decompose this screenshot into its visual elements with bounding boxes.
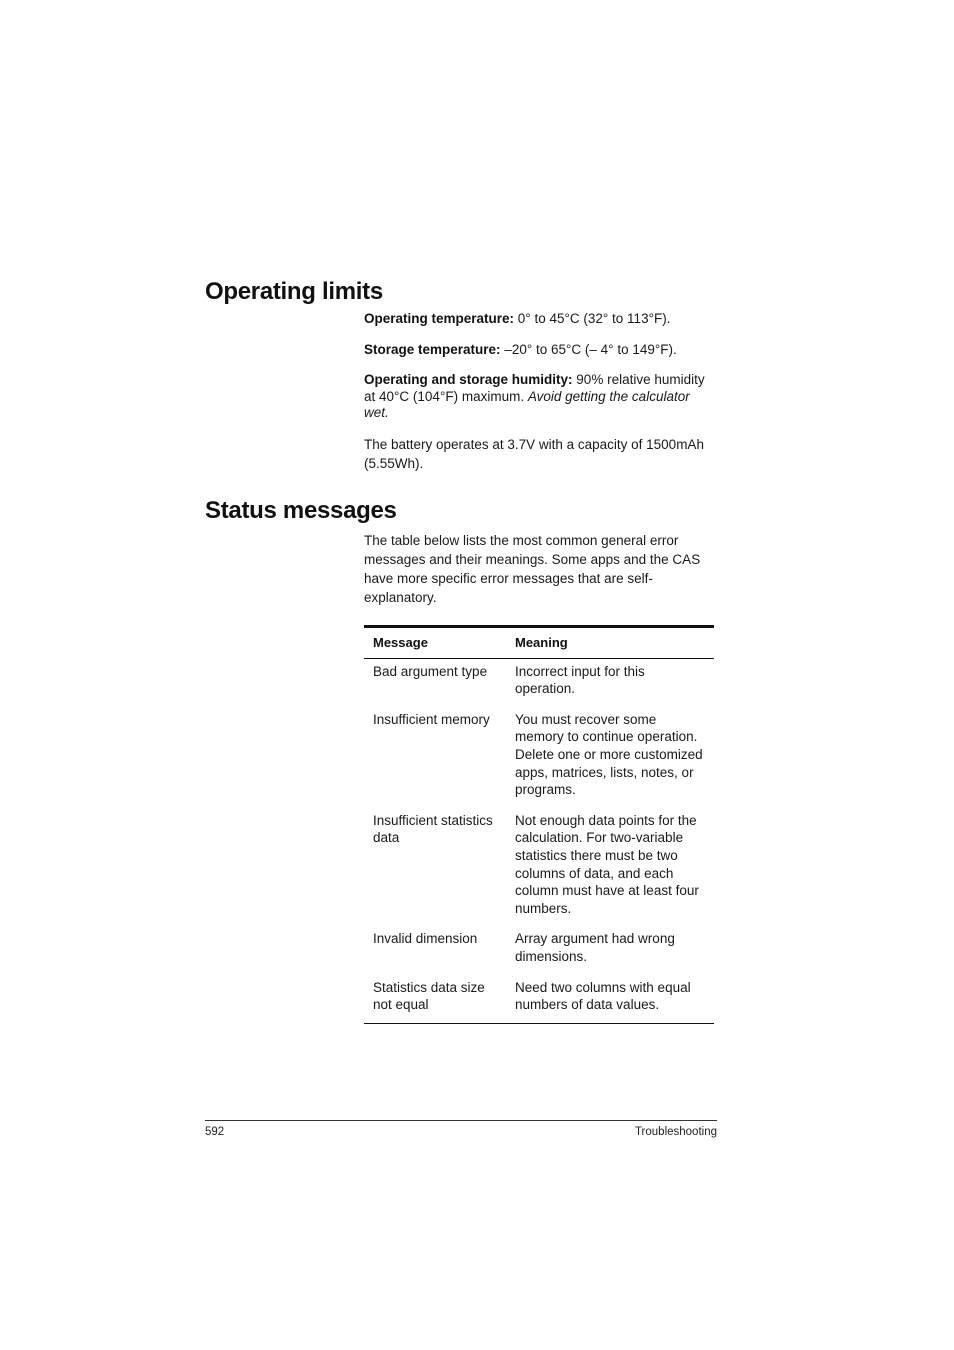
operating-temperature-label: Operating temperature: (364, 311, 515, 326)
message-cell: Statistics data size not equal (373, 979, 485, 1013)
humidity-value: 90% relative humidity at 40°C (104°F) maximum. (364, 372, 705, 404)
message-cell: Invalid dimension (373, 931, 478, 947)
humidity-warning: Avoid getting the calculator wet. (364, 388, 690, 420)
storage-temperature-value: –20° to 65°C (– 4° to 149°F). (504, 342, 677, 357)
meaning-cell: Need two columns with equal numbers of data values. (515, 979, 691, 1013)
meaning-cell: You must recover some memory to continue operation. Delete one or more customized apps, matrices, lists, notes, or programs. (515, 711, 703, 798)
table-row (364, 975, 714, 1023)
operating-temperature-value: 0° to 45°C (32° to 113°F). (517, 311, 671, 326)
storage-temperature-label: Storage temperature: (364, 342, 501, 357)
battery-info: The battery operates at 3.7V with a capacity of 1500mAh (5.55Wh). (364, 437, 704, 471)
operating-temperature (364, 311, 716, 328)
message-cell: Insufficient memory (373, 711, 490, 727)
humidity (364, 372, 716, 422)
table-header-row (364, 628, 714, 658)
column-header-meaning: Meaning (506, 628, 714, 658)
message-cell: Insufficient statistics data (373, 812, 493, 846)
page-number: 592 (205, 1126, 225, 1138)
status-messages-intro: The table below lists the most common general error messages and their meanings. Some apps and the CAS have more specific error messages that are self-explanatory. (364, 533, 701, 605)
table-row (364, 926, 714, 974)
meaning-cell: Array argument had wrong dimensions. (515, 931, 675, 964)
meaning-cell: Not enough data points for the calculation. For two-variable statistics there must be two columns of data, and each column must have at least four numbers. (515, 812, 699, 916)
column-header-message: Message (364, 628, 506, 658)
table-row (364, 707, 714, 808)
message-cell: Bad argument type (373, 663, 488, 679)
footer-rule (205, 1120, 717, 1121)
status-messages-heading: Status messages (205, 497, 397, 524)
table-row (364, 658, 714, 707)
status-messages-table (364, 625, 714, 1024)
storage-temperature (364, 342, 716, 359)
meaning-cell: Incorrect input for this operation. (515, 663, 645, 697)
humidity-label: Operating and storage humidity: (364, 372, 573, 387)
operating-limits-heading: Operating limits (205, 278, 383, 305)
footer-section-title: Troubleshooting (634, 1126, 717, 1138)
table-row (364, 808, 714, 927)
